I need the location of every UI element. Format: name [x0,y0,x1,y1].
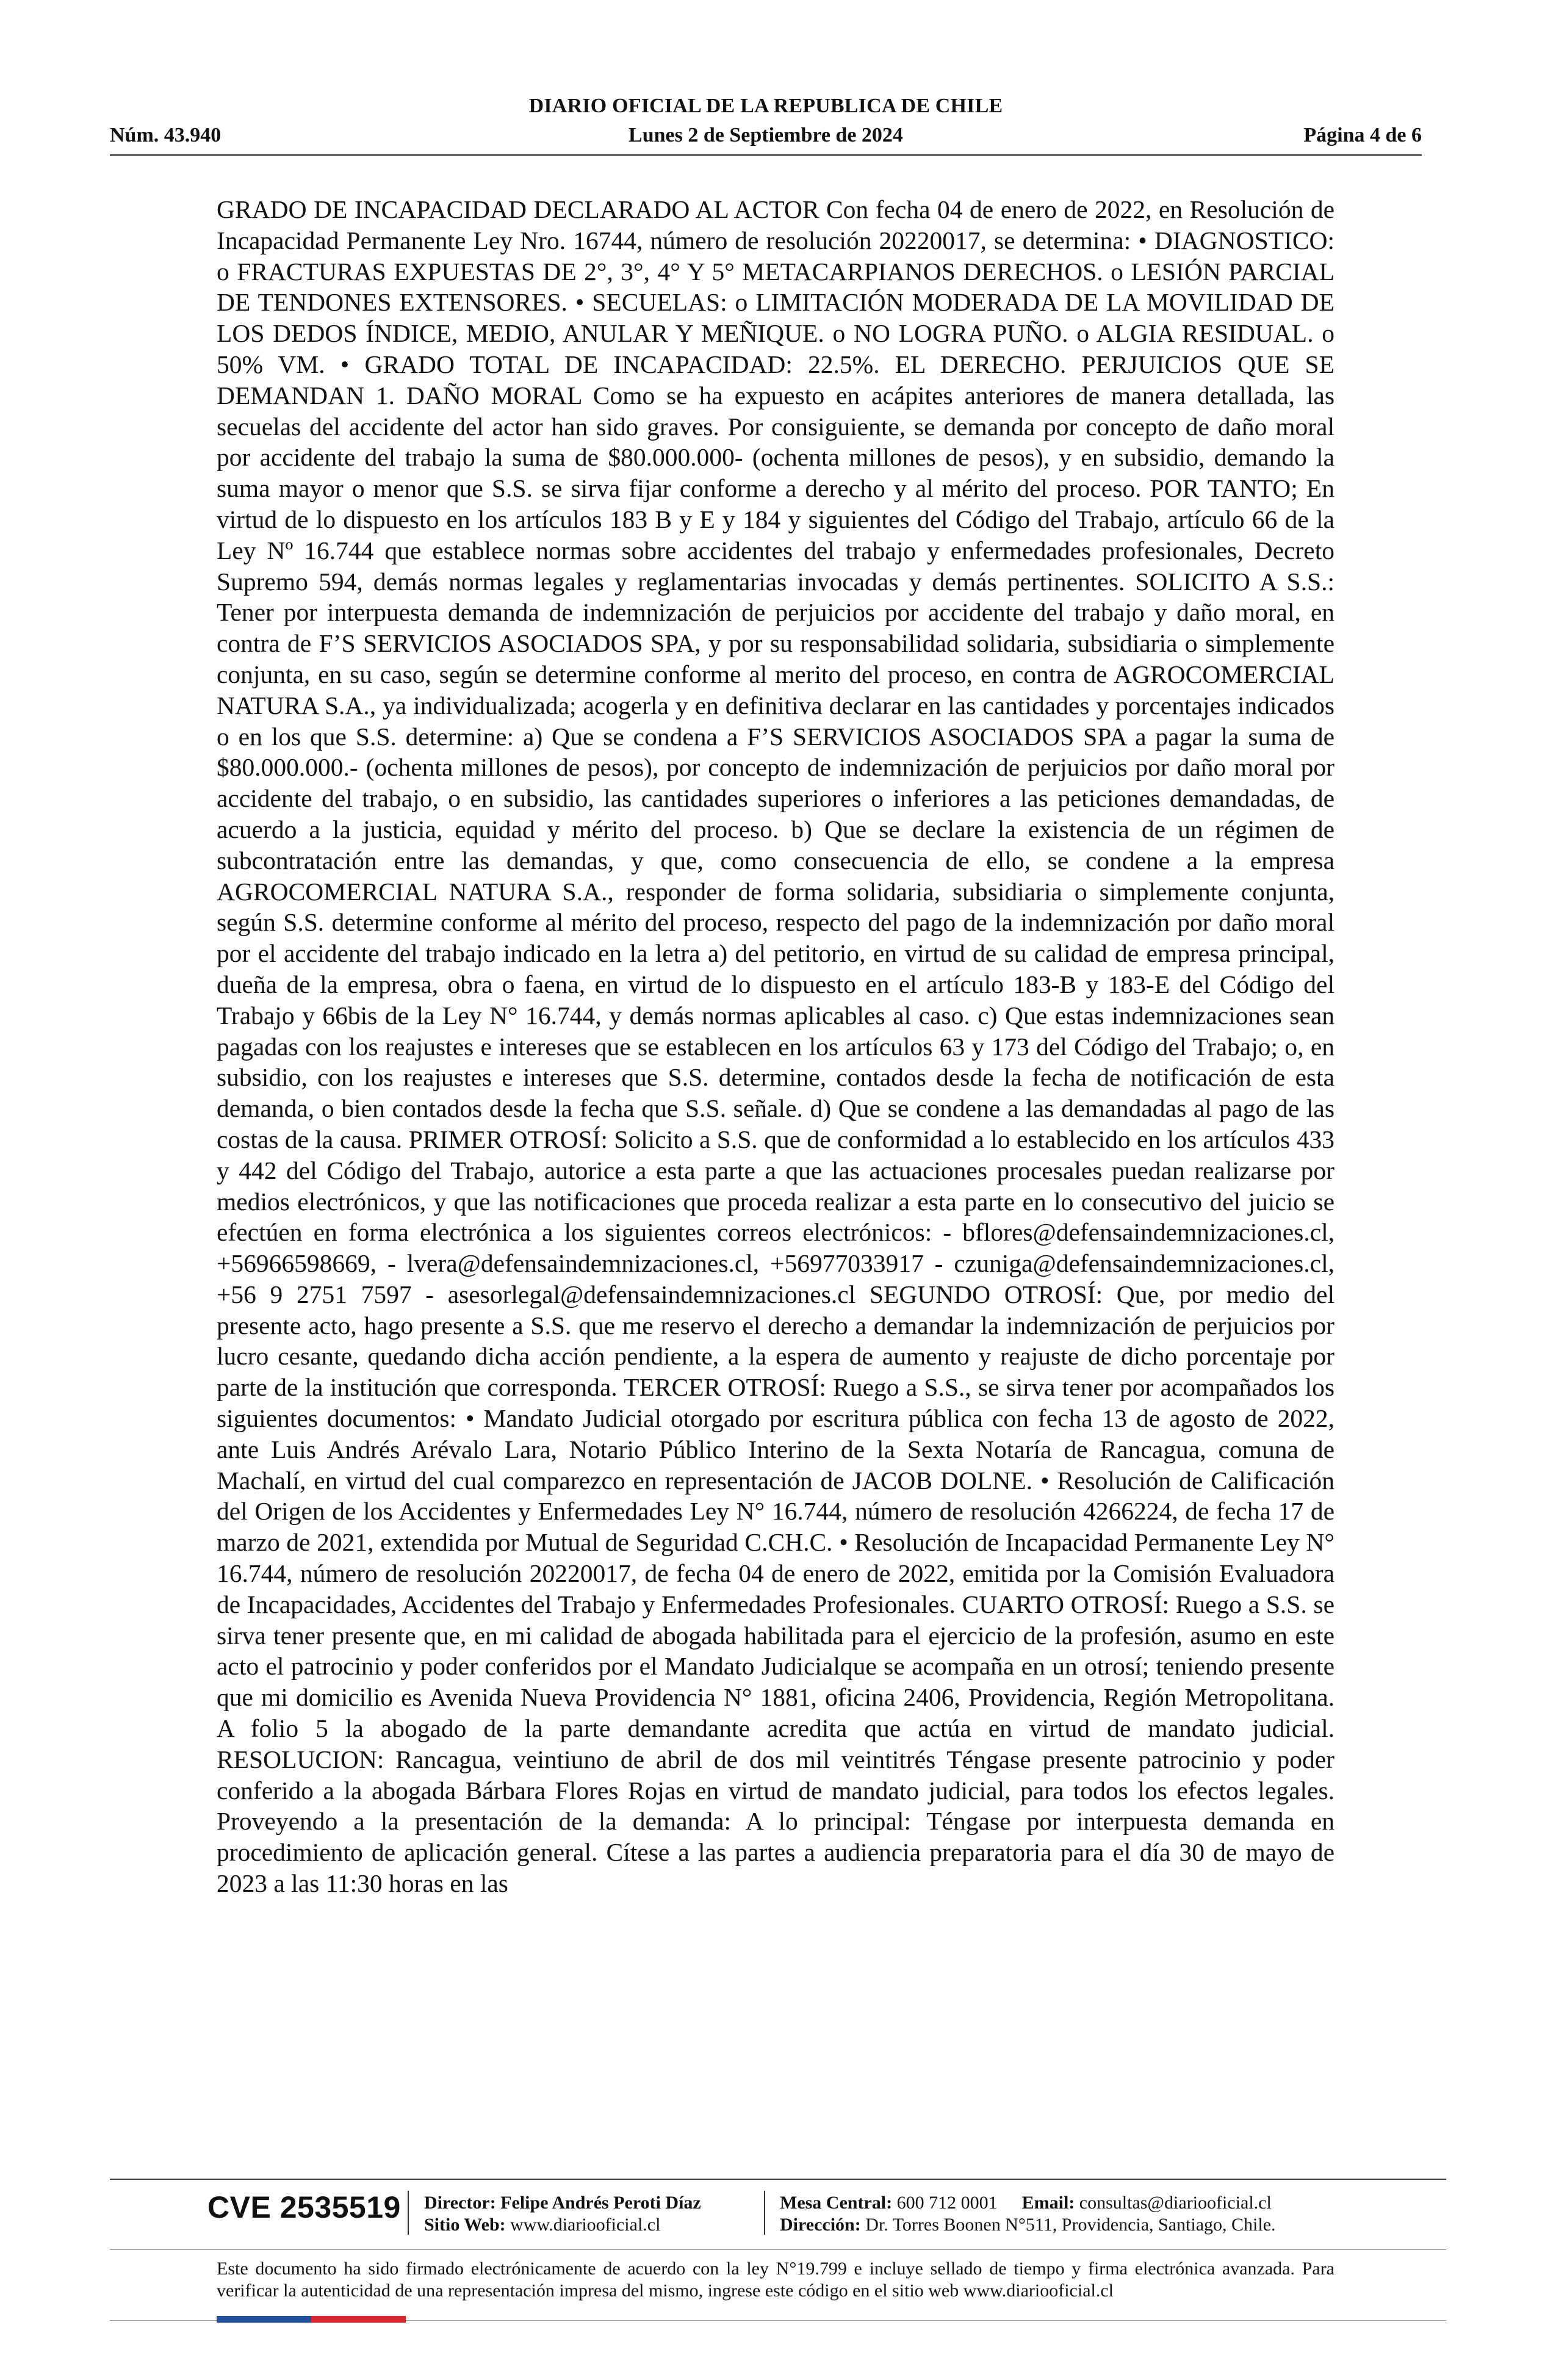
address-label: Dirección: [780,2215,861,2235]
flag-blue-segment [217,2316,311,2323]
issue-number: Núm. 43.940 [110,124,222,146]
footer-contact-block [780,2192,1276,2236]
signature-divider [110,2249,1446,2250]
flag-red-segment [311,2316,406,2323]
footer-director-block [424,2192,701,2236]
website-label: Sitio Web: [424,2215,506,2235]
mesa-label: Mesa Central: [780,2193,893,2213]
page-header [110,95,1422,150]
director-line: Director: Felipe Andrés Peroti Díaz [424,2193,701,2213]
electronic-signature-note: Este documento ha sido firmado electrónicamente de acuerdo con la ley N°19.799 e incluye sellado de tiempo y firma electrónica avanzada. Para verificar la autenticidad de una representación impresa del mismo, ingrese este código en el sitio web www.diariooficial.cl [217,2259,1334,2301]
cve-code: CVE 2535519 [207,2190,401,2224]
page-number: Página 4 de 6 [1303,124,1422,146]
email-label: Email: [1021,2193,1075,2213]
website-line [424,2214,701,2236]
mesa-phone: 600 712 0001 [896,2193,998,2213]
email-link[interactable]: consultas@diariooficial.cl [1079,2193,1272,2213]
contact-line [780,2192,1276,2214]
address-line [780,2214,1276,2236]
header-divider [110,154,1422,156]
newspaper-title: DIARIO OFICIAL DE LA REPUBLICA DE CHILE [528,95,1003,117]
flag-stripe [217,2316,406,2323]
issue-date: Lunes 2 de Septiembre de 2024 [629,124,903,146]
document-body: GRADO DE INCAPACIDAD DECLARADO AL ACTOR Con fecha 04 de enero de 2022, en Resolución de Incapacidad Permanente Ley Nro. 16744, número de resolución 20220017, se determina: • DIAGNOSTICO: o FRACTURAS EXPUESTAS DE 2°, 3°, 4° Y 5° METACARPIANOS DERECHOS. o LESIÓN PARCIAL DE TENDONES EXTENSORES. • SECUELAS: o LIMITACIÓN MODERADA DE LA MOVILIDAD DE LOS DEDOS ÍNDICE, MEDIO, ANULAR Y MEÑIQUE. o NO LOGRA PUÑO. o ALGIA RESIDUAL. o 50% VM. • GRADO TOTAL DE INCAPACIDAD: 22.5%. EL DERECHO. PERJUICIOS QUE SE DEMANDAN 1. DAÑO MORAL Como se ha expuesto en acápites anteriores de manera detallada, las secuelas del accidente del actor han sido graves. Por consiguiente, se demanda por concepto de daño moral por accidente del trabajo la suma de $80.000.000- (ochenta millones de pesos), y en subsidio, demando la suma mayor o menor que S.S. se sirva fijar conforme a derecho y al mérito del proceso. POR TANTO; En virtud de lo dispuesto en los artículos 183 B y E y 184 y siguientes del Código del Trabajo, artículo 66 de la Ley Nº 16.744 que establece normas sobre accidentes del trabajo y enfermedades profesionales, Decreto Supremo 594, demás normas legales y reglamentarias invocadas y demás pertinentes. SOLICITO A S.S.: Tener por interpuesta demanda de indemnización de perjuicios por accidente del trabajo y daño moral, en contra de F’S SERVICIOS ASOCIADOS SPA, y por su responsabilidad solidaria, subsidiaria o simplemente conjunta, en su caso, según se determine conforme al merito del proceso, en contra de AGROCOMERCIAL NATURA S.A., ya individualizada; acogerla y en definitiva declarar en las cantidades y porcentajes indicados o en los que S.S. determine: a) Que se condena a F’S SERVICIOS ASOCIADOS SPA a pagar la suma de $80.000.000.- (ochenta millones de pesos), por concepto de indemnización de perjuicios por daño moral por accidente del trabajo, o en subsidio, las cantidades superiores o inferiores a las peticiones demandadas, de acuerdo a la justicia, equidad y mérito del proceso. b) Que se declare la existencia de un régimen de subcontratación entre las demandas, y que, como consecuencia de ello, se condene a la empresa AGROCOMERCIAL NATURA S.A., responder de forma solidaria, subsidiaria o simplemente conjunta, según S.S. determine conforme al mérito del proceso, respecto del pago de la indemnización por daño moral por el accidente del trabajo indicado en la letra a) del petitorio, en virtud de su calidad de empresa principal, dueña de la empresa, obra o faena, en virtud de lo dispuesto en el artículo 183-B y 183-E del Código del Trabajo y 66bis de la Ley N° 16.744, y demás normas aplicables al caso. c) Que estas indemnizaciones sean pagadas con los reajustes e intereses que se establecen en los artículos 63 y 173 del Código del Trabajo; o, en subsidio, con los reajustes e intereses que S.S. determine, contados desde la fecha de notificación de esta demanda, o bien contados desde la fecha que S.S. señale. d) Que se condene a las demandadas al pago de las costas de la causa. PRIMER OTROSÍ: Solicito a S.S. que de conformidad a lo establecido en los artículos 433 y 442 del Código del Trabajo, autorice a esta parte a que las actuaciones procesales puedan realizarse por medios electrónicos, y que las notificaciones que proceda realizar a esta parte en lo consecutivo del juicio se efectúen en forma electrónica a los siguientes correos electrónicos: - bflores@defensaindemnizaciones.cl, +56966598669, - lvera@defensaindemnizaciones.cl, +56977033917 - czuniga@defensaindemnizaciones.cl, +56 9 2751 7597 - asesorlegal@defensaindemnizaciones.cl SEGUNDO OTROSÍ: Que, por medio del presente acto, hago presente a S.S. que me reservo el derecho a demandar la indemnización de perjuicios por lucro cesante, quedando dicha acción pendiente, a la espera de aumento y reajuste de dicho porcentaje por parte de la institución que corresponda. TERCER OTROSÍ: Ruego a S.S., se sirva tener por acompañados los siguientes documentos: • Mandato Judicial otorgado por escritura pública con fecha 13 de agosto de 2022, ante Luis Andrés Arévalo Lara, Notario Público Interino de la Sexta Notaría de Rancagua, comuna de Machalí, en virtud del cual comparezco en representación de JACOB DOLNE. • Resolución de Calificación del Origen de los Accidentes y Enfermedades Ley N° 16.744, número de resolución 4266224, de fecha 17 de marzo de 2021, extendida por Mutual de Seguridad C.CH.C. • Resolución de Incapacidad Permanente Ley N° 16.744, número de resolución 20220017, de fecha 04 de enero de 2022, emitida por la Comisión Evaluadora de Incapacidades, Accidentes del Trabajo y Enfermedades Profesionales. CUARTO OTROSÍ: Ruego a S.S. se sirva tener presente que, en mi calidad de abogada habilitada para el ejercicio de la profesión, asumo en este acto el patrocinio y poder conferidos por el Mandato Judicialque se acompaña en un otrosí; teniendo presente que mi domicilio es Avenida Nueva Providencia N° 1881, oficina 2406, Providencia, Región Metropolitana. A folio 5 la abogado de la parte demandante acredita que actúa en virtud de mandato judicial. RESOLUCION: Rancagua, veintiuno de abril de dos mil veintitrés Téngase presente patrocinio y poder conferido a la abogada Bárbara Flores Rojas en virtud de mandato judicial, para todos los efectos legales. Proveyendo a la presentación de la demanda: A lo principal: Téngase por interpuesta demanda en procedimiento de aplicación general. Cítese a las partes a audiencia preparatoria para el día 30 de mayo de 2023 a las 11:30 horas en las [217,195,1334,1898]
footer-separator [764,2191,765,2235]
address-value: Dr. Torres Boonen N°511, Providencia, Santiago, Chile. [865,2215,1276,2235]
footer-divider [110,2179,1446,2180]
website-link[interactable]: www.diariooficial.cl [510,2215,661,2235]
footer-separator [408,2191,409,2235]
